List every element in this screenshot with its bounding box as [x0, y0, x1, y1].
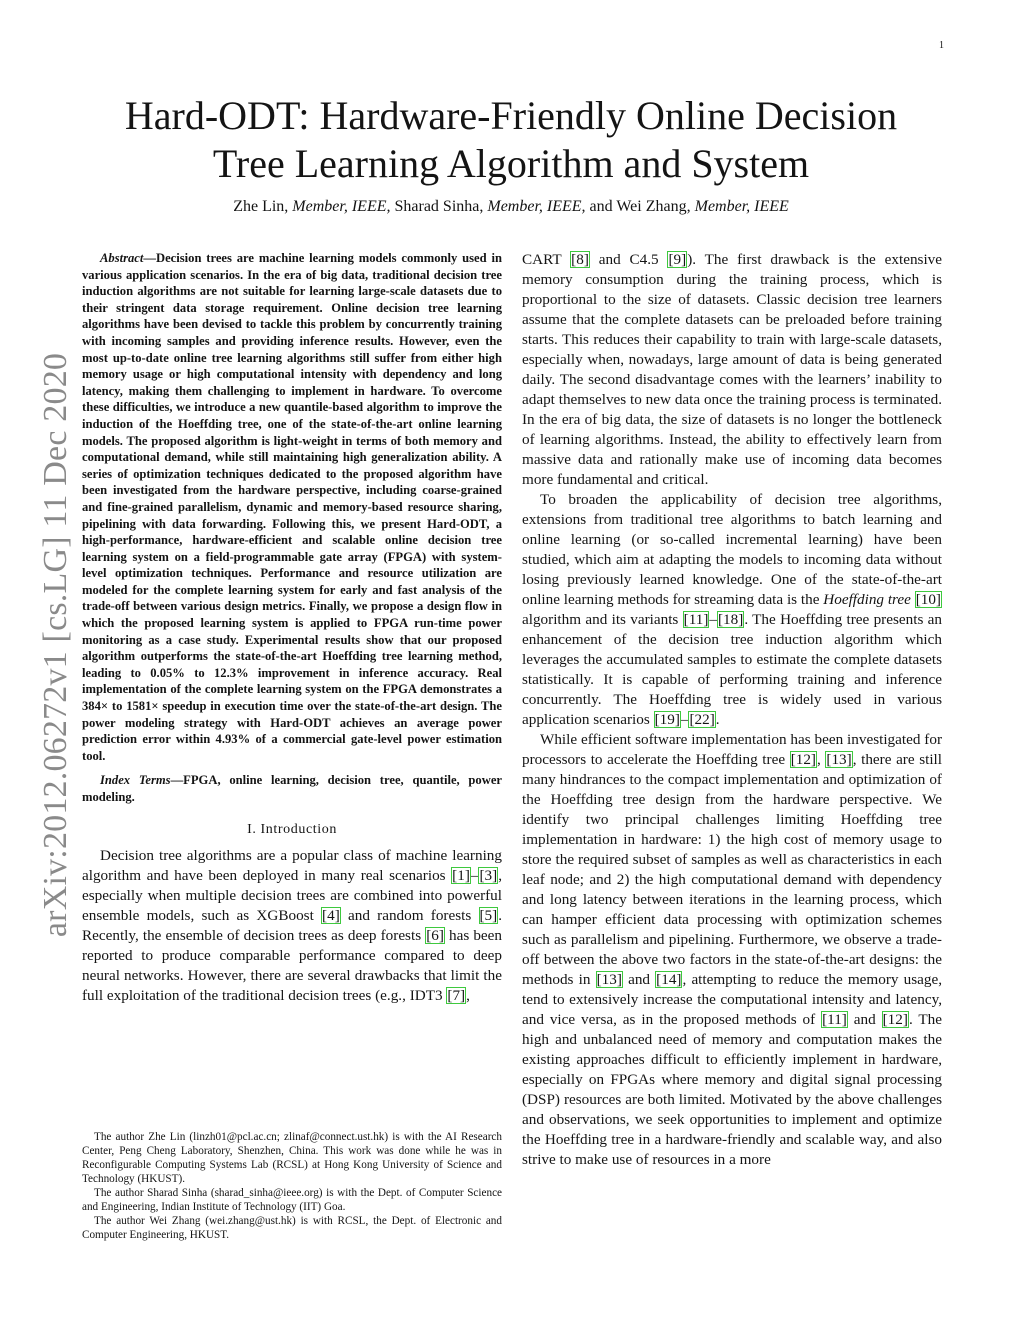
author-list — [100, 198, 922, 216]
text-run: has been reported to produce comparable performance compared to deep neural networks. However, there are several drawbacks that limit the full exploitation of the traditional decision trees (e.g., IDT3 — [82, 926, 502, 1004]
text-run: Decision tree algorithms are a popular class of machine learning algorithm and have been deployed in many real scenarios — [82, 846, 502, 884]
citation-link[interactable]: [3] — [479, 866, 498, 884]
author-1-role: Member, IEEE, — [292, 198, 391, 215]
title-line-1: Hard-ODT: Hardware-Friendly Online Decision — [124, 93, 898, 138]
text-run: CART — [522, 251, 571, 268]
text-run: . The Hoeffding tree presents an enhancement of the decision tree induction algorithm which leverages the accumulated samples to estimate the complete datasets statistically. It is capable of performing training and inference concurrently. The Hoeffding tree is widely used in various application scenarios — [522, 611, 943, 728]
arxiv-stamp: arXiv:2012.06272v1 [cs.LG] 11 Dec 2020 — [37, 352, 74, 938]
left-column — [82, 250, 502, 1006]
author-3-role: Member, IEEE — [694, 198, 789, 215]
citation-link[interactable]: [1] — [452, 866, 470, 884]
text-run: , attempting to reduce the memory usage, tend to extensively increase the computational intensity and latency, and vice versa, as in the proposed methods of — [522, 971, 943, 1028]
footnote-1: The author Zhe Lin (linzh01@pcl.ac.cn; zlinaf@connect.ust.hk) is with the AI Research Center, Peng Cheng Laboratory, Shenzhen, China. This work was done while he was in Reconfigurable Computing Systems Lab (RCSL) at Hong Kong University of Science and Technology (HKUST). — [82, 1131, 502, 1185]
citation-link[interactable]: [22] — [689, 711, 715, 728]
footnote-2: The author Sharad Sinha (sharad_sinha@ieee.org) is with the Dept. of Computer Science and Engineering, Indian Institute of Technology (IIT) Goa. — [82, 1187, 502, 1213]
author-1: Zhe Lin, — [233, 198, 293, 215]
right-paragraph-1 — [522, 250, 942, 490]
footnote-3: The author Wei Zhang (wei.zhang@ust.hk) is with RCSL, the Dept. of Electronic and Computer Engineering, HKUST. — [82, 1215, 502, 1241]
citation-link[interactable]: [8] — [571, 251, 589, 268]
citation-link[interactable]: [12] — [882, 1011, 908, 1028]
citation-link[interactable]: [11] — [822, 1011, 847, 1028]
text-run: and random forests — [340, 906, 479, 924]
text-run: – — [709, 611, 717, 628]
author-2-role: Member, IEEE, — [487, 198, 586, 215]
right-column — [522, 250, 942, 1170]
citation-link[interactable]: [18] — [718, 611, 744, 628]
right-paragraph-2 — [522, 490, 942, 730]
title-line-2: Tree Learning Algorithm and System — [212, 141, 810, 186]
text-run: , there are still many hindrances to the compact implementation and optimization of the Hoeffding tree design from the hardware perspective. We identify two principal challenges limiting Hoeffding tree implementation in hardware: 1) the high cost of memory usage to store the required subset of samples as well as characteristics in each leaf node; and 2) the high computational demand with dependency and long latency between iterations in the learning process, which can hamper efficient data processing with optimization schemes such as parallelism and pipelining. Furthermore, we observe a trade-off between the above two factors in the state-of-the-art designs: the methods in — [522, 751, 943, 988]
citation-link[interactable]: [12] — [790, 751, 816, 768]
index-terms-text: —FPGA, online learning, decision tree, quantile, power modeling. — [82, 773, 503, 804]
text-run: . Recently, the ensemble of decision trees as deep forests — [82, 906, 503, 944]
intro-paragraph-1 — [82, 846, 502, 1006]
citation-link[interactable]: [13] — [596, 971, 622, 988]
text-run: – — [680, 711, 689, 728]
text-run: . — [715, 711, 720, 728]
text-run: To broaden the applicability of decision tree algorithms, extensions from traditional tree algorithms to batch learning and online learning (or so-called incremental learning) have been studied, which aim at adapting the models to incoming data without losing previously learned knowledge. One of the state-of-the-art online learning methods for streaming data is the — [522, 491, 942, 608]
text-run: While efficient software implementation has been investigated for processors to accelerate the Hoeffding tree — [522, 731, 942, 768]
citation-link[interactable]: [5] — [479, 906, 498, 924]
text-run: and — [622, 971, 656, 988]
abstract-text: —Decision trees are machine learning models commonly used in various application scenarios. In the era of big data, traditional decision tree induction algorithms are not suitable for learning large-scale datasets due to their stringent data storage requirement. Online decision tree learning algorithms have been devised to tackle this problem by concurrently training with incoming samples and providing inference results. However, even the most up-to-date online tree learning algorithms still suffer from either high memory usage or high computational intensity with dependency and long latency, making them challenging to implement in hardware. To overcome these difficulties, we introduce a new quantile-based algorithm to improve the induction of the Hoeffding tree, one of the state-of-the-art online learning models. The proposed algorithm is light-weight in terms of both memory and computational demand, while still maintaining high generalization ability. A series of optimization techniques dedicated to the proposed algorithm have been investigated from the hardware perspective, including coarse-grained and fine-grained parallelism, dynamic and memory-based resource sharing, pipelining with data forwarding. Following this, we present Hard-ODT, a high-performance, hardware-efficient and scalable online decision tree learning system on a field-programmable gate array (FPGA) with system-level optimization techniques. Performance and resource utilization are modeled for the complete learning system for early and fast analysis of the trade-off between various design metrics. Finally, we propose a design flow in which the proposed learning system is applied to FPGA run-time power monitoring as a case study. Experimental results show that our proposed algorithm outperforms the state-of-the-art Hoeffding tree learning method, leading to 0.05% to 12.3% improvement in inference accuracy. Real implementation of the complete learning system on the FPGA demonstrates a 384× to 1581× speedup in execution time over the state-of-the-art design. The power modeling strategy with Hard-ODT achieves an average power prediction error within 4.93% of a commercial gate-level power estimation tool. — [82, 251, 502, 763]
text-run: , — [466, 986, 470, 1004]
text-run: . The high and unbalanced need of memory and computation makes the existing approaches difficult to efficiently implement in hardware, especially on FPGAs where memory and digital signal processing (DSP) resources are both limited. Motivated by the above challenges and observations, we seek opportunities to implement and optimize the Hoeffding tree in a hardware-friendly and scalable way, and also strive to make use of resources in a more — [522, 1011, 942, 1168]
abstract-label: Abstract — [100, 251, 144, 265]
citation-link[interactable]: [19] — [654, 711, 680, 728]
citation-link[interactable]: [9] — [668, 251, 687, 268]
citation-link[interactable]: [7] — [447, 986, 466, 1004]
citation-link[interactable]: [4] — [322, 906, 340, 924]
citation-link[interactable]: [10] — [915, 591, 941, 608]
text-run: ). The first drawback is the extensive memory consumption during the training process, which is proportional to the size of datasets. Classic decision tree learners assume that the complete datasets can be preloaded before training starts. This reduces their capability to train with large-scale datasets, especially when, nowadays, large amount of data is being generated daily. The second disadvantage comes with the learners’ inability to adapt themselves to new data once the training process is terminated. In the era of big data, the size of datasets is no longer the bottleneck of learning algorithms. Instead, the ability to effectively learn from massive data and rationally make use of incoming data becomes more fundamental and critical. — [522, 251, 942, 488]
index-terms — [82, 772, 502, 805]
right-paragraph-3 — [522, 730, 942, 1170]
text-run: algorithm and its variants — [522, 611, 683, 628]
citation-link[interactable]: [13] — [826, 751, 852, 768]
paper-title — [100, 92, 922, 188]
text-run: and C4.5 — [589, 251, 668, 268]
abstract — [82, 250, 502, 764]
index-terms-label: Index Terms — [100, 773, 171, 788]
emphasis-text: Hoeffding tree — [823, 591, 911, 608]
citation-link[interactable]: [11] — [683, 611, 709, 628]
author-3: and Wei Zhang, — [585, 198, 695, 215]
text-run: , — [817, 751, 826, 768]
citation-link[interactable]: [6] — [426, 926, 444, 944]
citation-link[interactable]: [14] — [656, 971, 682, 988]
text-run: – — [470, 866, 479, 884]
author-2: Sharad Sinha, — [390, 198, 488, 215]
page-number: 1 — [939, 40, 944, 51]
text-run: , especially when multiple decision trees are combined into powerful ensemble models, such as XGBoost — [82, 866, 502, 924]
section-heading-introduction: I. Introduction — [247, 821, 337, 837]
footnotes — [82, 1130, 502, 1242]
text-run: and — [847, 1011, 882, 1028]
